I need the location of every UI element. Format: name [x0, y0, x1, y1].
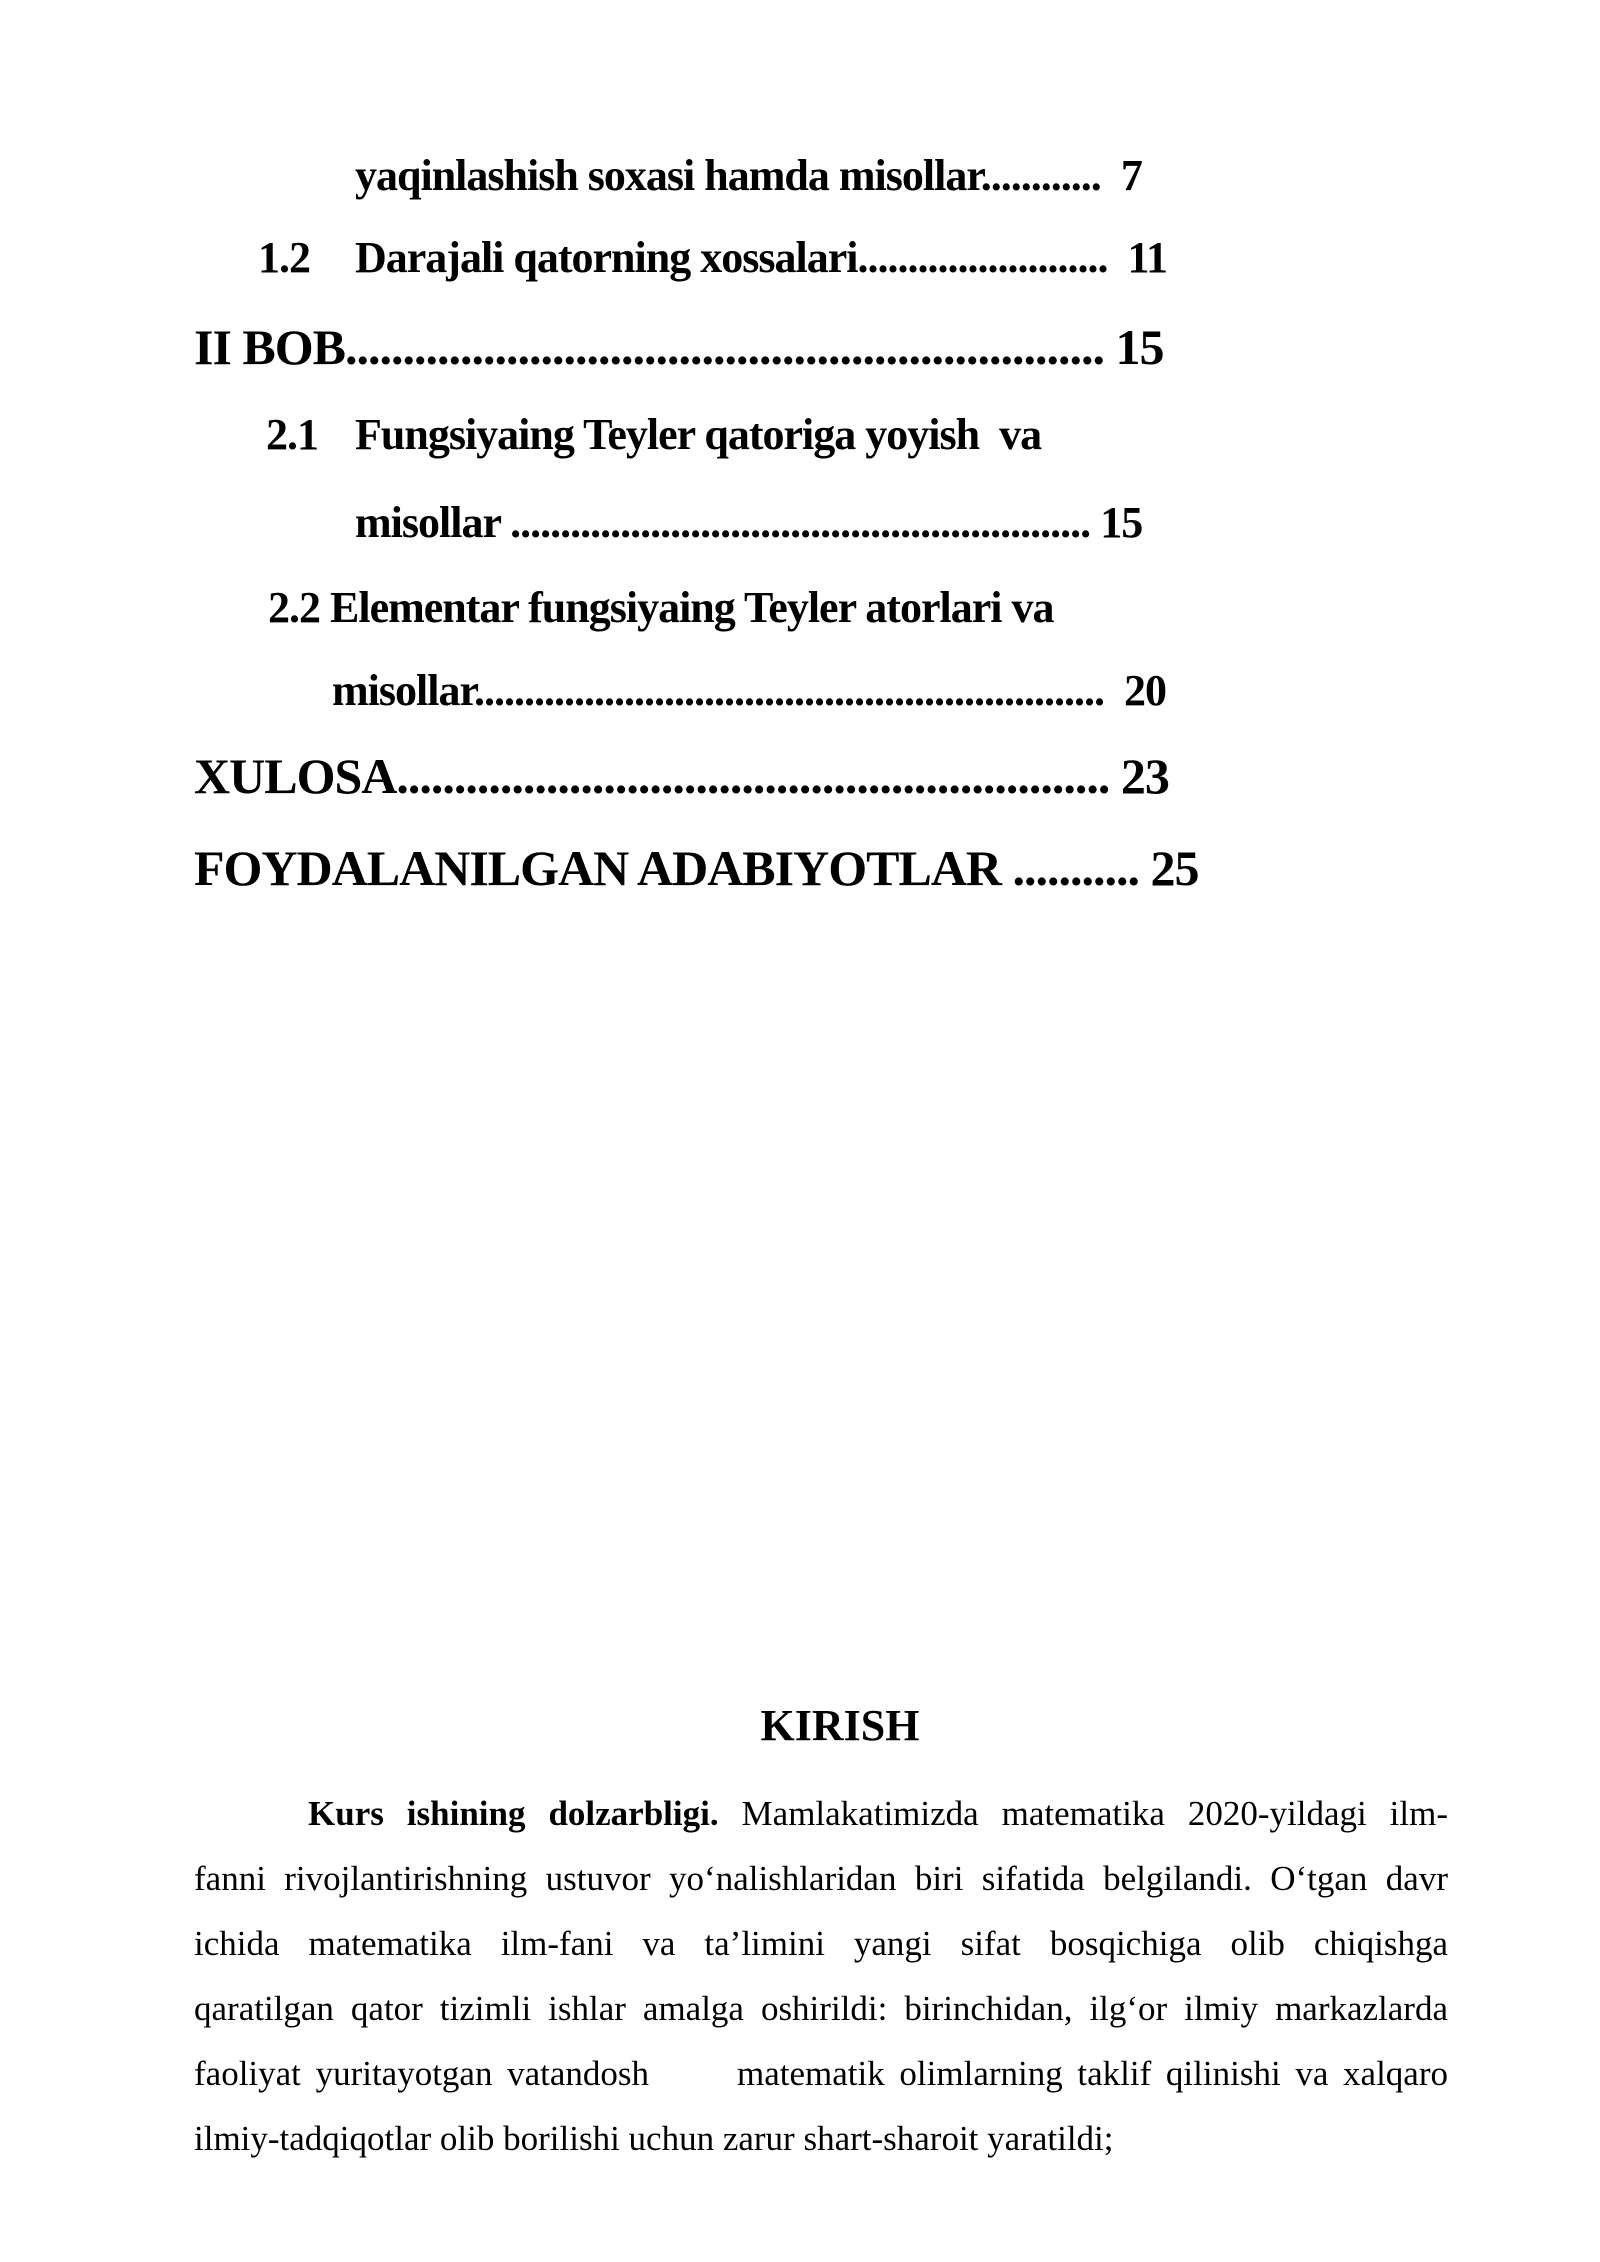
toc-entry-text: Fungsiyaing Teyler qatoriga yoyish va — [355, 410, 1042, 459]
paragraph-line: fanni rivojlantirishning ustuvor yo‘nalishlaridan biri sifatida belgilandi. O‘tgan davr — [194, 1859, 1448, 1898]
toc-entry-text: XULOSA.............................................................. — [194, 748, 1110, 804]
toc-entry-page: 25 — [1150, 840, 1199, 896]
toc-entry-text: yaqinlashish soxasi hamda misollar............ — [355, 151, 1101, 200]
paragraph-line — [194, 1781, 1448, 1846]
paragraph-line: ichida matematika ilm-fani va ta’limini yangi sifat bosqichiga olib chiqishga — [194, 1924, 1448, 1963]
toc-entry-text: Darajali qatorning xossalari......................... — [355, 233, 1108, 282]
toc-entry-page: 23 — [1120, 748, 1169, 804]
toc-entry — [355, 150, 1142, 201]
toc-entry — [332, 665, 1166, 716]
toc-entry-page: 11 — [1127, 233, 1168, 282]
toc-entry — [194, 318, 1164, 376]
toc-entry-page: 15 — [1100, 498, 1143, 547]
toc-entry — [258, 232, 1167, 283]
toc-entry-number: 1.2 — [258, 233, 310, 282]
toc-entry-page: 15 — [1115, 319, 1164, 375]
paragraph-line: qaratilgan qator tizimli ishlar amalga oshirildi: birinchidan, ilg‘or ilmiy markazlarda — [194, 1989, 1448, 2028]
toc-entry-text: FOYDALANILGAN ADABIYOTLAR ........... — [194, 840, 1140, 896]
toc-entry-text: misollar............................................................... — [332, 666, 1104, 715]
paragraph-line: faoliyat yuritayotgan vatandosh matematik olimlarning taklif qilinishi va xalqaro — [194, 2054, 1448, 2093]
toc-entry — [266, 409, 1041, 460]
toc-entry — [194, 839, 1199, 897]
toc-entry — [194, 747, 1169, 805]
paragraph-lead: Kurs ishining dolzarbligi. — [308, 1794, 719, 1833]
section-heading: KIRISH — [760, 1701, 920, 1750]
toc-entry-text: misollar .......................................................... — [355, 498, 1091, 547]
toc-entry-text: 2.2 Elementar fungsiyaing Teyler atorlari va — [268, 583, 1054, 632]
toc-entry-page: 7 — [1120, 151, 1142, 200]
paragraph-text: Mamlakatimizda matematika 2020-yildagi ilm- — [718, 1794, 1448, 1833]
toc-entry-page: 20 — [1123, 666, 1166, 715]
toc-entry — [268, 582, 1053, 633]
intro-paragraph — [194, 1781, 1448, 2171]
toc-entry-text: II BOB.................................................................. — [194, 319, 1105, 375]
paragraph-line: ilmiy-tadqiqotlar olib borilishi uchun zarur shart-sharoit yaratildi; — [194, 2119, 1114, 2158]
toc-entry-number: 2.1 — [266, 410, 318, 459]
toc-entry — [355, 497, 1142, 548]
